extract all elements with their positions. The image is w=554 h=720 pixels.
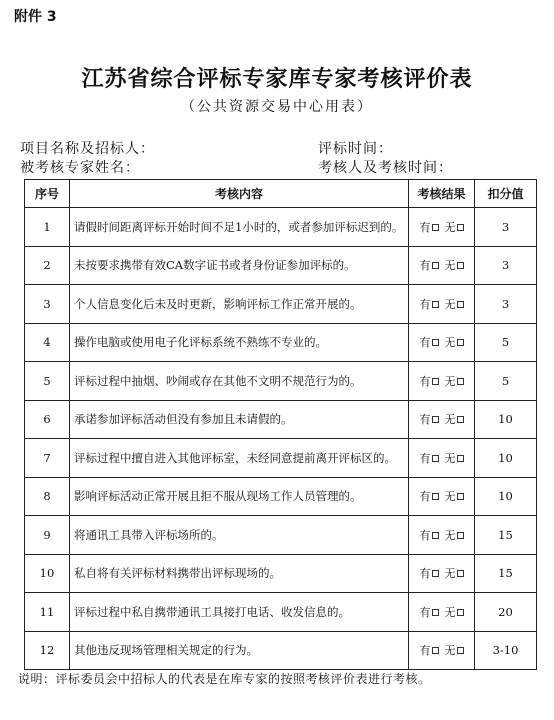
result-yes-label: 有 <box>419 451 431 465</box>
checkbox-no[interactable] <box>457 532 464 539</box>
row-deduction: 10 <box>475 477 537 516</box>
footnote: 说明：评标委员会中招标人的代表是在库专家的按照考核评价表进行考核。 <box>18 672 431 686</box>
result-yes-label: 有 <box>419 259 431 273</box>
checkbox-no[interactable] <box>457 416 464 423</box>
row-content: 操作电脑或使用电子化评标系统不熟练不专业的。 <box>70 323 409 362</box>
checkbox-yes[interactable] <box>432 416 439 423</box>
table-row <box>25 554 537 593</box>
row-number: 10 <box>25 554 70 593</box>
result-no-label: 无 <box>444 605 456 619</box>
header-content: 考核内容 <box>70 180 409 208</box>
checkbox-yes[interactable] <box>432 339 439 346</box>
result-yes-label: 有 <box>419 490 431 504</box>
row-result <box>409 400 475 439</box>
result-no-label: 无 <box>444 528 456 542</box>
checkbox-no[interactable] <box>457 262 464 269</box>
table-row <box>25 516 537 555</box>
assessment-table <box>24 179 537 670</box>
row-content: 影响评标活动正常开展且拒不服从现场工作人员管理的。 <box>70 477 409 516</box>
row-result <box>409 323 475 362</box>
eval-time-label: 评标时间： <box>318 141 393 157</box>
checkbox-yes[interactable] <box>432 609 439 616</box>
table-row <box>25 208 537 247</box>
result-yes-label: 有 <box>419 567 431 581</box>
result-no-label: 无 <box>444 490 456 504</box>
page-title: 江苏省综合评标专家库专家考核评价表 <box>81 67 473 92</box>
table-row <box>25 323 537 362</box>
checkbox-yes[interactable] <box>432 262 439 269</box>
checkbox-no[interactable] <box>457 493 464 500</box>
row-result <box>409 554 475 593</box>
row-deduction: 10 <box>475 400 537 439</box>
header-no: 序号 <box>25 180 70 208</box>
result-yes-label: 有 <box>419 528 431 542</box>
result-yes-label: 有 <box>419 220 431 234</box>
table-body <box>25 208 537 670</box>
row-result <box>409 439 475 478</box>
row-content: 其他违反现场管理相关规定的行为。 <box>70 631 409 670</box>
checkbox-no[interactable] <box>457 647 464 654</box>
row-deduction: 10 <box>475 439 537 478</box>
result-no-label: 无 <box>444 451 456 465</box>
row-result <box>409 477 475 516</box>
result-yes-label: 有 <box>419 297 431 311</box>
assessor-label: 考核人及考核时间： <box>318 160 453 176</box>
checkbox-yes[interactable] <box>432 455 439 462</box>
result-yes-label: 有 <box>419 374 431 388</box>
table-row <box>25 439 537 478</box>
table-row <box>25 631 537 670</box>
annex-label: 附件 3 <box>14 9 57 25</box>
row-number: 4 <box>25 323 70 362</box>
row-content: 私自将有关评标材料携带出评标现场的。 <box>70 554 409 593</box>
row-deduction: 3 <box>475 208 537 247</box>
row-content: 将通讯工具带入评标场所的。 <box>70 516 409 555</box>
checkbox-no[interactable] <box>457 455 464 462</box>
page-subtitle: （公共资源交易中心用表） <box>181 99 373 115</box>
checkbox-yes[interactable] <box>432 224 439 231</box>
row-result <box>409 516 475 555</box>
checkbox-yes[interactable] <box>432 493 439 500</box>
row-deduction: 3 <box>475 285 537 324</box>
row-number: 8 <box>25 477 70 516</box>
result-no-label: 无 <box>444 259 456 273</box>
row-deduction: 3 <box>475 246 537 285</box>
row-result <box>409 246 475 285</box>
result-yes-label: 有 <box>419 605 431 619</box>
row-deduction: 15 <box>475 516 537 555</box>
header-result: 考核结果 <box>409 180 475 208</box>
result-no-label: 无 <box>444 336 456 350</box>
row-number: 6 <box>25 400 70 439</box>
checkbox-no[interactable] <box>457 570 464 577</box>
checkbox-yes[interactable] <box>432 301 439 308</box>
row-number: 2 <box>25 246 70 285</box>
result-no-label: 无 <box>444 644 456 658</box>
row-deduction: 5 <box>475 362 537 401</box>
header-deduction: 扣分值 <box>475 180 537 208</box>
row-number: 12 <box>25 631 70 670</box>
result-no-label: 无 <box>444 220 456 234</box>
row-content: 评标过程中擅自进入其他评标室，未经同意提前离开评标区的。 <box>70 439 409 478</box>
row-number: 7 <box>25 439 70 478</box>
result-no-label: 无 <box>444 297 456 311</box>
row-deduction: 5 <box>475 323 537 362</box>
checkbox-yes[interactable] <box>432 570 439 577</box>
table-row <box>25 362 537 401</box>
result-yes-label: 有 <box>419 644 431 658</box>
checkbox-no[interactable] <box>457 378 464 385</box>
result-yes-label: 有 <box>419 413 431 427</box>
table-row <box>25 285 537 324</box>
result-no-label: 无 <box>444 374 456 388</box>
row-content: 未按要求携带有效CA数字证书或者身份证参加评标的。 <box>70 246 409 285</box>
row-number: 1 <box>25 208 70 247</box>
checkbox-yes[interactable] <box>432 532 439 539</box>
row-result <box>409 631 475 670</box>
checkbox-no[interactable] <box>457 339 464 346</box>
row-content: 个人信息变化后未及时更新，影响评标工作正常开展的。 <box>70 285 409 324</box>
table-row <box>25 400 537 439</box>
expert-name-label: 被考核专家姓名： <box>20 160 140 176</box>
project-name-label: 项目名称及招标人： <box>20 141 155 157</box>
row-result <box>409 285 475 324</box>
row-content: 评标过程中私自携带通讯工具接打电话、收发信息的。 <box>70 593 409 632</box>
row-number: 3 <box>25 285 70 324</box>
table-header-row <box>25 180 537 208</box>
checkbox-no[interactable] <box>457 609 464 616</box>
row-number: 9 <box>25 516 70 555</box>
row-content: 请假时间距离评标开始时间不足1小时的，或者参加评标迟到的。 <box>70 208 409 247</box>
table-row <box>25 477 537 516</box>
row-result <box>409 362 475 401</box>
row-deduction: 3-10 <box>475 631 537 670</box>
row-deduction: 20 <box>475 593 537 632</box>
row-content: 承诺参加评标活动但没有参加且未请假的。 <box>70 400 409 439</box>
row-result <box>409 208 475 247</box>
checkbox-yes[interactable] <box>432 378 439 385</box>
result-no-label: 无 <box>444 413 456 427</box>
result-no-label: 无 <box>444 567 456 581</box>
row-content: 评标过程中抽烟、吵闹或存在其他不文明不规范行为的。 <box>70 362 409 401</box>
result-yes-label: 有 <box>419 336 431 350</box>
row-number: 11 <box>25 593 70 632</box>
row-result <box>409 593 475 632</box>
row-deduction: 15 <box>475 554 537 593</box>
table-row <box>25 593 537 632</box>
row-number: 5 <box>25 362 70 401</box>
table-row <box>25 246 537 285</box>
checkbox-no[interactable] <box>457 301 464 308</box>
checkbox-yes[interactable] <box>432 647 439 654</box>
checkbox-no[interactable] <box>457 224 464 231</box>
